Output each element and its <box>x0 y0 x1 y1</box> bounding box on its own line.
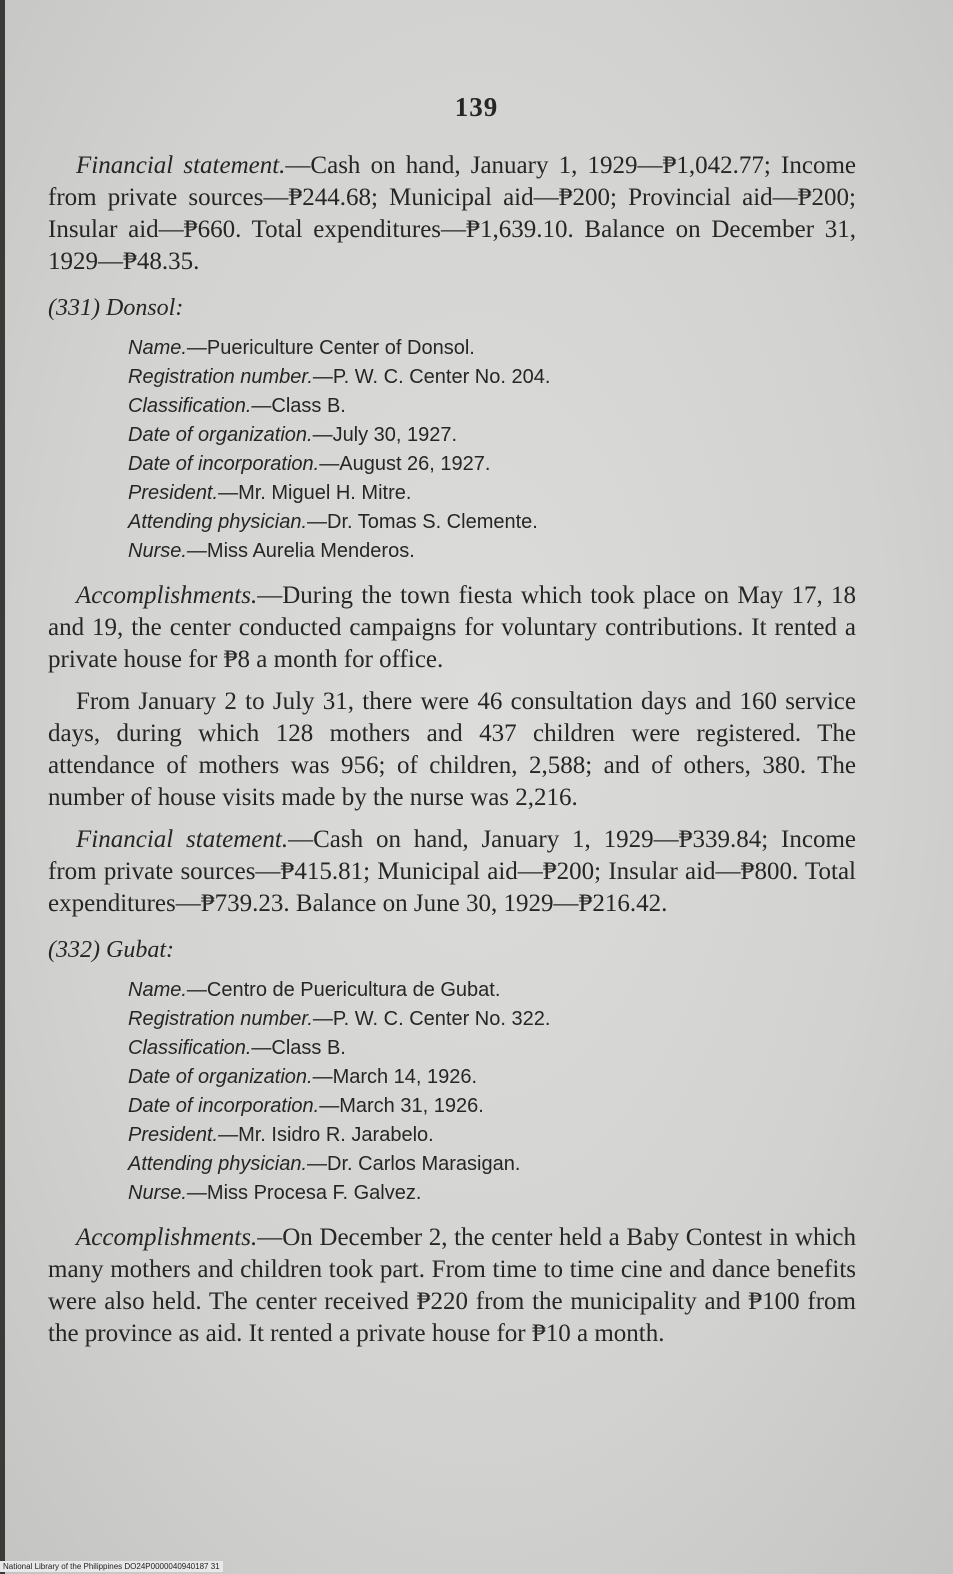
detail-row <box>128 1092 856 1121</box>
paragraph-label: Financial statement. <box>76 826 289 853</box>
detail-row <box>128 976 856 1005</box>
detail-row <box>128 334 856 363</box>
detail-key: Classification. <box>128 1037 252 1059</box>
paragraph-text: —During the town fiesta which took place on May 17, 18 and 19, the center conducted campaigns for voluntary contributions. It rented a private house for ₱8 a month for office. <box>48 582 856 673</box>
detail-value: —Class B. <box>251 1037 346 1059</box>
detail-row <box>128 508 856 537</box>
accomplishments-paragraph-gubat <box>48 1222 856 1350</box>
paragraph-label: Accomplishments. <box>76 582 258 609</box>
detail-row <box>128 1179 856 1208</box>
detail-value: —P. W. C. Center No. 204. <box>312 366 551 388</box>
detail-key: Registration number. <box>128 366 313 388</box>
detail-key: Nurse. <box>128 1182 187 1204</box>
detail-value: —Miss Procesa F. Galvez. <box>186 1182 422 1204</box>
detail-row <box>128 363 856 392</box>
detail-key: Attending physician. <box>128 1153 308 1175</box>
detail-row <box>128 1063 856 1092</box>
center-details-donsol <box>128 334 856 566</box>
detail-key: Attending physician. <box>128 511 308 533</box>
center-details-gubat <box>128 976 856 1208</box>
detail-value: —Centro de Puericultura de Gubat. <box>186 979 501 1001</box>
detail-value: —August 26, 1927. <box>319 453 491 475</box>
page-body <box>48 150 856 1360</box>
detail-key: Nurse. <box>128 540 187 562</box>
detail-key: Date of incorporation. <box>128 453 320 475</box>
detail-value: —Dr. Carlos Marasigan. <box>307 1153 521 1175</box>
detail-value: —March 14, 1926. <box>312 1066 478 1088</box>
detail-value: —March 31, 1926. <box>319 1095 484 1117</box>
detail-row <box>128 1005 856 1034</box>
detail-key: Registration number. <box>128 1008 313 1030</box>
detail-row <box>128 537 856 566</box>
paragraph-label: Accomplishments. <box>76 1224 258 1251</box>
detail-key: Name. <box>128 979 187 1001</box>
detail-value: —Miss Aurelia Menderos. <box>186 540 415 562</box>
detail-row <box>128 1121 856 1150</box>
paragraph-text: —Cash on hand, January 1, 1929—₱1,042.77; Income from private sources—₱244.68; Municipal aid—₱200; Provincial aid—₱200; Insular aid—₱660. Total expenditures—₱1,639.10. Balance on December 31, 1929—₱48.35. <box>48 152 856 275</box>
detail-value: —Mr. Isidro R. Jarabelo. <box>218 1124 434 1146</box>
detail-value: —July 30, 1927. <box>312 424 458 446</box>
detail-value: —Puericulture Center of Donsol. <box>186 337 475 359</box>
detail-value: —Mr. Miguel H. Mitre. <box>218 482 412 504</box>
detail-row <box>128 450 856 479</box>
detail-row <box>128 1034 856 1063</box>
statistics-paragraph-donsol: From January 2 to July 31, there were 46 consultation days and 160 service days, during which 128 mothers and 437 children were registered. The attendance of mothers was 956; of children, 2,588; and of others, 380. The number of house visits made by the nurse was 2,216. <box>48 688 856 811</box>
detail-key: Date of organization. <box>128 1066 313 1088</box>
paragraph-text: —On December 2, the center held a Baby Contest in which many mothers and children took part. From time to time cine and dance benefits were also held. The center received ₱220 from the municipality and ₱100 from the province as aid. It rented a private house for ₱10 a month. <box>48 1224 856 1347</box>
detail-value: —Dr. Tomas S. Clemente. <box>307 511 538 533</box>
detail-row <box>128 479 856 508</box>
detail-key: President. <box>128 482 219 504</box>
detail-key: Date of incorporation. <box>128 1095 320 1117</box>
financial-statement-paragraph-donsol <box>48 824 856 920</box>
detail-value: —Class B. <box>251 395 346 417</box>
section-heading-gubat: (332) Gubat: <box>48 937 174 963</box>
detail-key: President. <box>128 1124 219 1146</box>
page-edge <box>0 0 5 1574</box>
paragraph-text: —Cash on hand, January 1, 1929—₱339.84; Income from private sources—₱415.81; Municipal aid—₱200; Insular aid—₱800. Total expenditures—₱739.23. Balance on June 30, 1929—₱216.42. <box>48 826 856 917</box>
accomplishments-paragraph-donsol <box>48 580 856 676</box>
detail-key: Name. <box>128 337 187 359</box>
financial-statement-paragraph <box>48 150 856 278</box>
detail-row <box>128 1150 856 1179</box>
section-heading-donsol: (331) Donsol: <box>48 295 184 321</box>
detail-row <box>128 421 856 450</box>
scan-footer-watermark: National Library of the Philippines DO24P0000040940187 31 <box>0 1561 223 1572</box>
paragraph-label: Financial statement. <box>76 152 286 179</box>
page-number: 139 <box>454 92 499 122</box>
detail-row <box>128 392 856 421</box>
detail-key: Classification. <box>128 395 252 417</box>
detail-key: Date of organization. <box>128 424 313 446</box>
detail-value: —P. W. C. Center No. 322. <box>312 1008 551 1030</box>
